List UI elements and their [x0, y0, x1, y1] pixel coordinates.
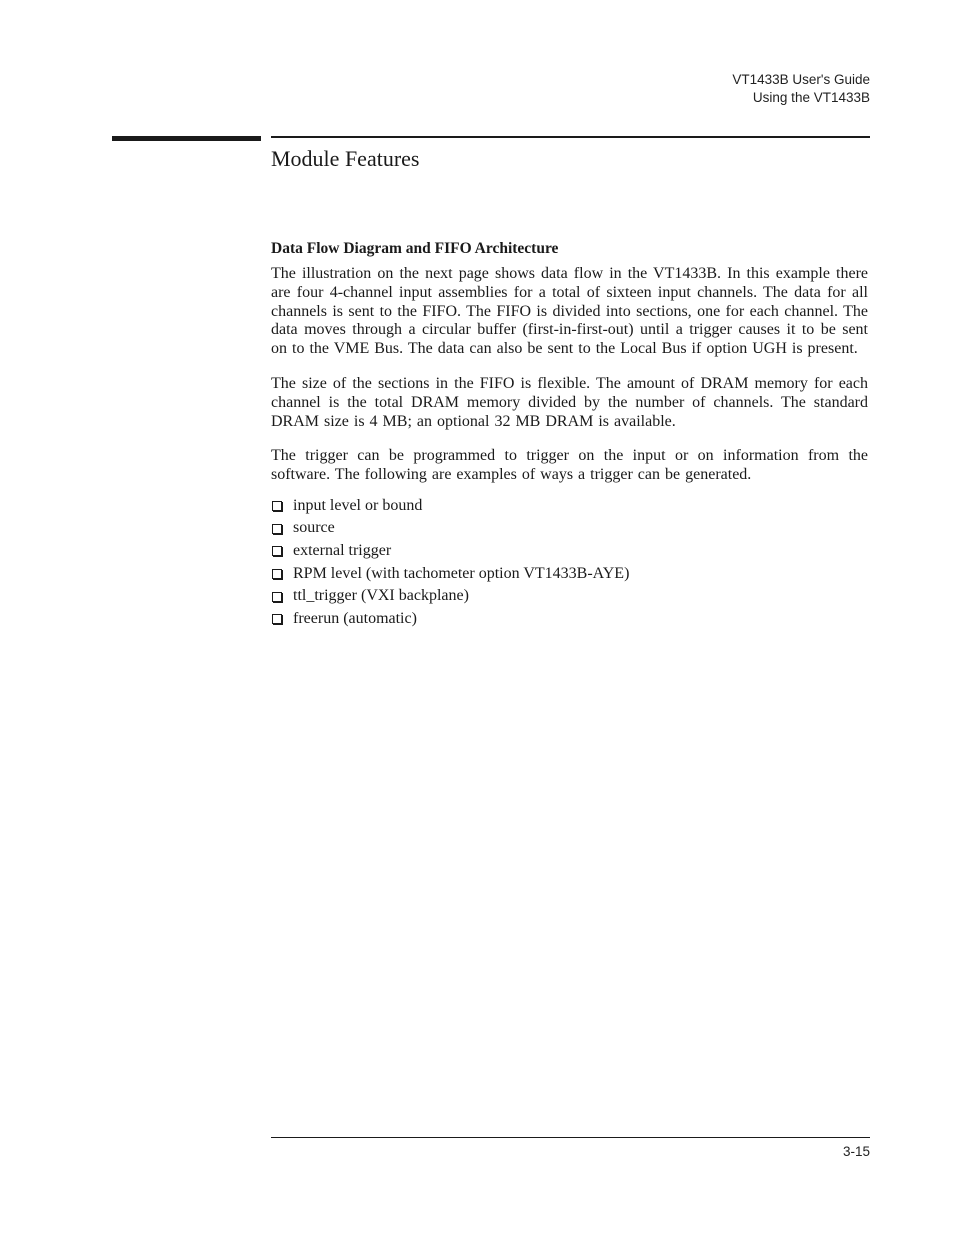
- trigger-list: [271, 495, 868, 631]
- list-item: [271, 563, 868, 586]
- section-rule-thick: [112, 136, 261, 141]
- running-header: [732, 71, 870, 107]
- paragraph-trigger: The trigger can be programmed to trigger on the input or on information from the software. The following are examples of ways a trigger can be generated.: [271, 447, 868, 484]
- checkbox-bullet-icon: [272, 592, 282, 602]
- paragraph-fifo-size: The size of the sections in the FIFO is flexible. The amount of DRAM memory for each channel is the total DRAM memory divided by the number of channels. The standard DRAM size is 4 MB; an optional 32 MB DRAM is available.: [271, 374, 868, 430]
- list-item-text: freerun (automatic): [293, 609, 417, 627]
- list-item-text: RPM level (with tachometer option VT1433B-AYE): [293, 564, 630, 582]
- list-item-text: source: [293, 519, 335, 537]
- checkbox-bullet-icon: [272, 546, 282, 556]
- list-item: [271, 585, 868, 608]
- list-item-text: external trigger: [293, 542, 392, 560]
- list-item-text: input level or bound: [293, 496, 423, 514]
- checkbox-bullet-icon: [272, 569, 282, 579]
- paragraph-data-flow: The illustration on the next page shows data flow in the VT1433B. In this example there are four 4-channel input assemblies for a total of sixteen input channels. The data for all channels is sent to the FIFO. The FIFO is divided into sections, one for each channel. The data moves through a circular buffer (first-in-first-out) until a trigger causes it to be sent on to the VME Bus. The data can also be sent to the Local Bus if option UGH is present.: [271, 265, 868, 358]
- header-doc-title: VT1433B User's Guide: [732, 72, 870, 87]
- list-item: [271, 495, 868, 518]
- list-item: [271, 540, 868, 563]
- section-rule-thin: [271, 136, 870, 138]
- page-number: 3-15: [842, 1144, 870, 1159]
- list-item: [271, 518, 868, 541]
- checkbox-bullet-icon: [272, 501, 282, 511]
- section-title: Module Features: [271, 146, 420, 171]
- checkbox-bullet-icon: [272, 524, 282, 534]
- header-chapter: Using the VT1433B: [752, 90, 870, 105]
- checkbox-bullet-icon: [272, 614, 282, 624]
- subsection-heading: Data Flow Diagram and FIFO Architecture: [271, 240, 559, 257]
- list-item-text: ttl_trigger (VXI backplane): [293, 587, 469, 605]
- main-content: [271, 239, 868, 631]
- list-item: [271, 608, 868, 631]
- footer-rule: [271, 1137, 870, 1138]
